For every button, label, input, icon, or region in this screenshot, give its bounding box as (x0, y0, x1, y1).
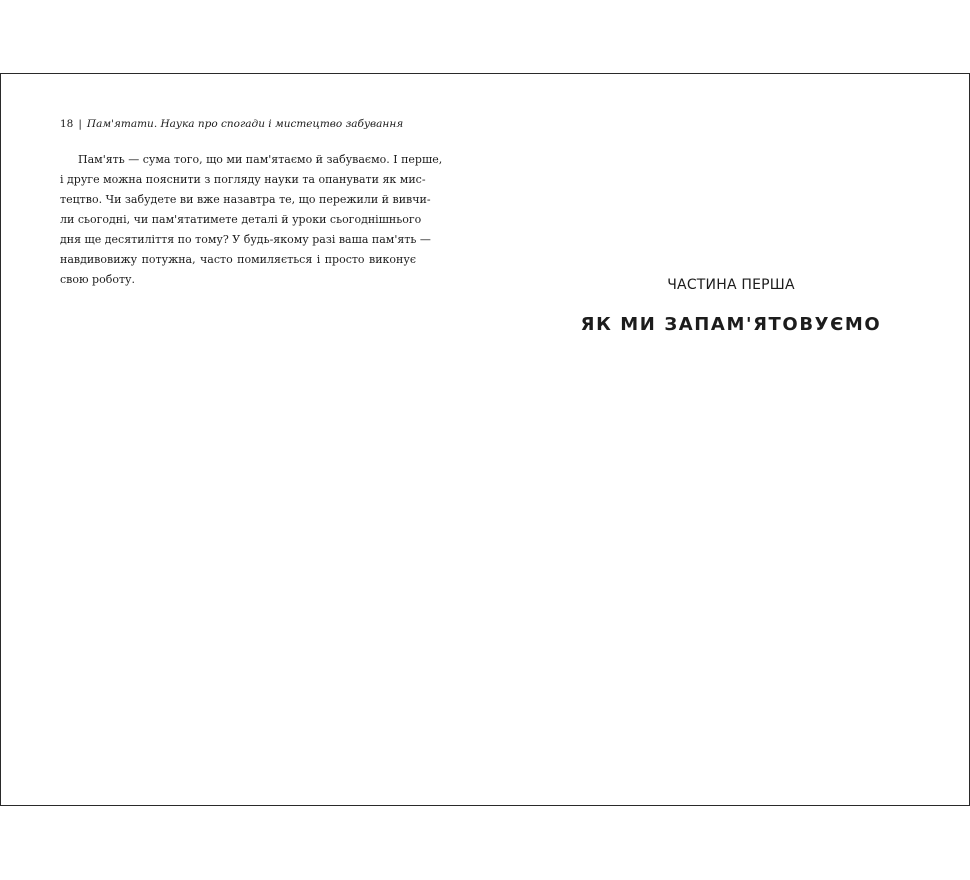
paragraph-line: навдивовижу потужна, часто помиляється і просто виконує (60, 253, 416, 266)
part-title: ЯК МИ ЗАПАМ'ЯТОВУЄМО (580, 314, 882, 335)
paragraph-line: тецтво. Чи забудете ви вже назавтра те, що пережили й вивчи- (60, 193, 431, 206)
paragraph-line: свою роботу. (60, 273, 136, 286)
part-label: ЧАСТИНА ПЕРША (667, 277, 795, 293)
paragraph-line: дня ще десятиліття по тому? У будь-якому разі ваша пам'ять — (60, 233, 431, 246)
paragraph-line: Пам'ять — сума того, що ми пам'ятаємо й забуваємо. І перше, (78, 153, 443, 166)
book-spread (0, 73, 970, 806)
paragraph-line: і друге можна пояснити з погляду науки та опанувати як мис- (60, 173, 426, 186)
body-paragraph (60, 150, 443, 290)
paragraph-line: ли сьогодні, чи пам'ятатимете деталі й уроки сьогоднішнього (60, 213, 422, 226)
page-number: 18 (60, 118, 74, 130)
running-head-separator: | (78, 118, 82, 130)
running-head (60, 117, 460, 131)
running-head-book-title: Пам'ятати. Наука про спогади і мистецтво забування (86, 118, 404, 130)
